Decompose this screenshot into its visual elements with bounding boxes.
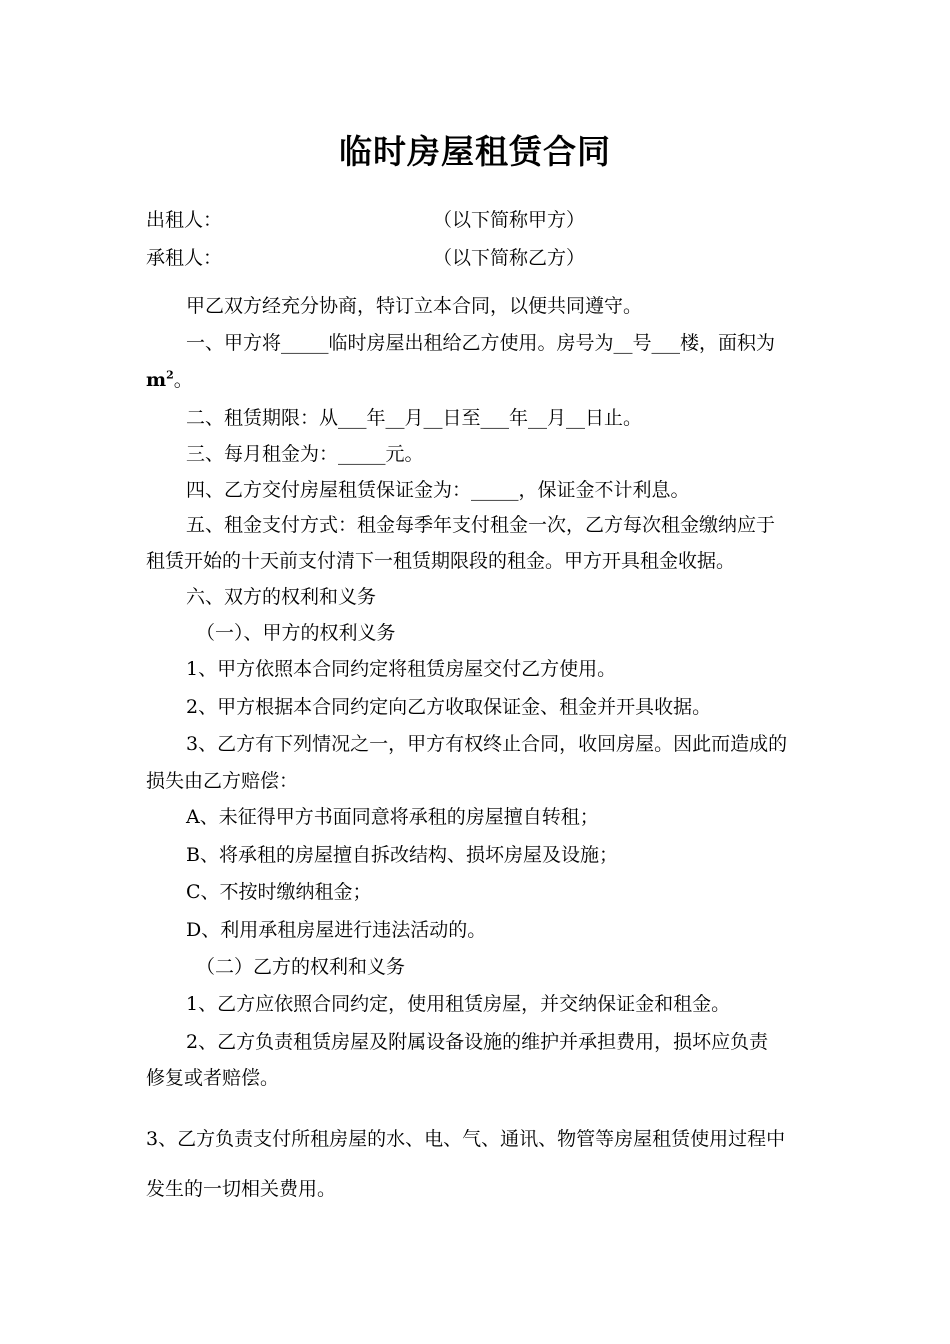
section-a-item-1: 1、甲方依照本合同约定将租赁房屋交付乙方使用。 (186, 658, 617, 680)
area-unit-sup: 2 (166, 368, 174, 382)
section-a-sub-a: A、未征得甲方书面同意将承租的房屋擅自转租； (186, 806, 599, 828)
clause-1-end: 。 (173, 369, 193, 391)
intro-paragraph: 甲乙双方经充分协商，特订立本合同，以便共同遵守。 (186, 295, 643, 317)
clause-1-line-1: 一、甲方将_____临时房屋出租给乙方使用。房号为__号___楼，面积为 (186, 332, 776, 354)
section-a-item-2: 2、甲方根据本合同约定向乙方收取保证金、租金并开具收据。 (186, 696, 712, 718)
clause-6: 六、双方的权利和义务 (186, 586, 377, 608)
lessee-label: 承租人： (146, 247, 223, 269)
clause-5-line-2: 租赁开始的十天前支付清下一租赁期限段的租金。甲方开具租金收据。 (146, 550, 736, 572)
section-a-item-3-line-1: 3、乙方有下列情况之一，甲方有权终止合同，收回房屋。因此而造成的 (186, 733, 788, 755)
section-b-heading: （二）乙方的权利和义务 (196, 956, 406, 978)
section-a-heading: （一）、甲方的权利义务 (196, 622, 396, 644)
section-b-item-1: 1、乙方应依照合同约定，使用租赁房屋，并交纳保证金和租金。 (186, 993, 731, 1015)
section-a-sub-d: D、利用承租房屋进行违法活动的。 (186, 919, 487, 941)
clause-1-unit (146, 366, 193, 394)
lessor-note: （以下简称甲方） (433, 209, 586, 231)
clause-3: 三、每月租金为：_____元。 (186, 443, 424, 465)
section-a-sub-c: C、不按时缴纳租金； (186, 881, 372, 903)
clause-4: 四、乙方交付房屋租赁保证金为：_____，保证金不计利息。 (186, 479, 690, 501)
section-b-item-3-line-1: 3、乙方负责支付所租房屋的水、电、气、通讯、物管等房屋租赁使用过程中 (146, 1128, 786, 1150)
section-b-item-2-line-1: 2、乙方负责租赁房屋及附属设备设施的维护并承担费用，损坏应负责 (186, 1031, 769, 1053)
lessee-note: （以下简称乙方） (433, 247, 586, 269)
area-unit: m (146, 369, 167, 391)
section-b-item-2-line-2: 修复或者赔偿。 (146, 1067, 280, 1089)
section-a-sub-b: B、将承租的房屋擅自拆改结构、损坏房屋及设施； (186, 844, 618, 866)
lessor-label: 出租人： (146, 209, 223, 231)
section-a-item-3-line-2: 损失由乙方赔偿： (146, 770, 299, 792)
section-b-item-3-line-2: 发生的一切相关费用。 (146, 1178, 337, 1200)
document-title: 临时房屋租赁合同 (339, 132, 611, 171)
clause-2: 二、租赁期限：从___年__月__日至___年__月__日止。 (186, 407, 643, 429)
clause-5-line-1: 五、租金支付方式：租金每季年支付租金一次，乙方每次租金缴纳应于 (186, 514, 776, 536)
